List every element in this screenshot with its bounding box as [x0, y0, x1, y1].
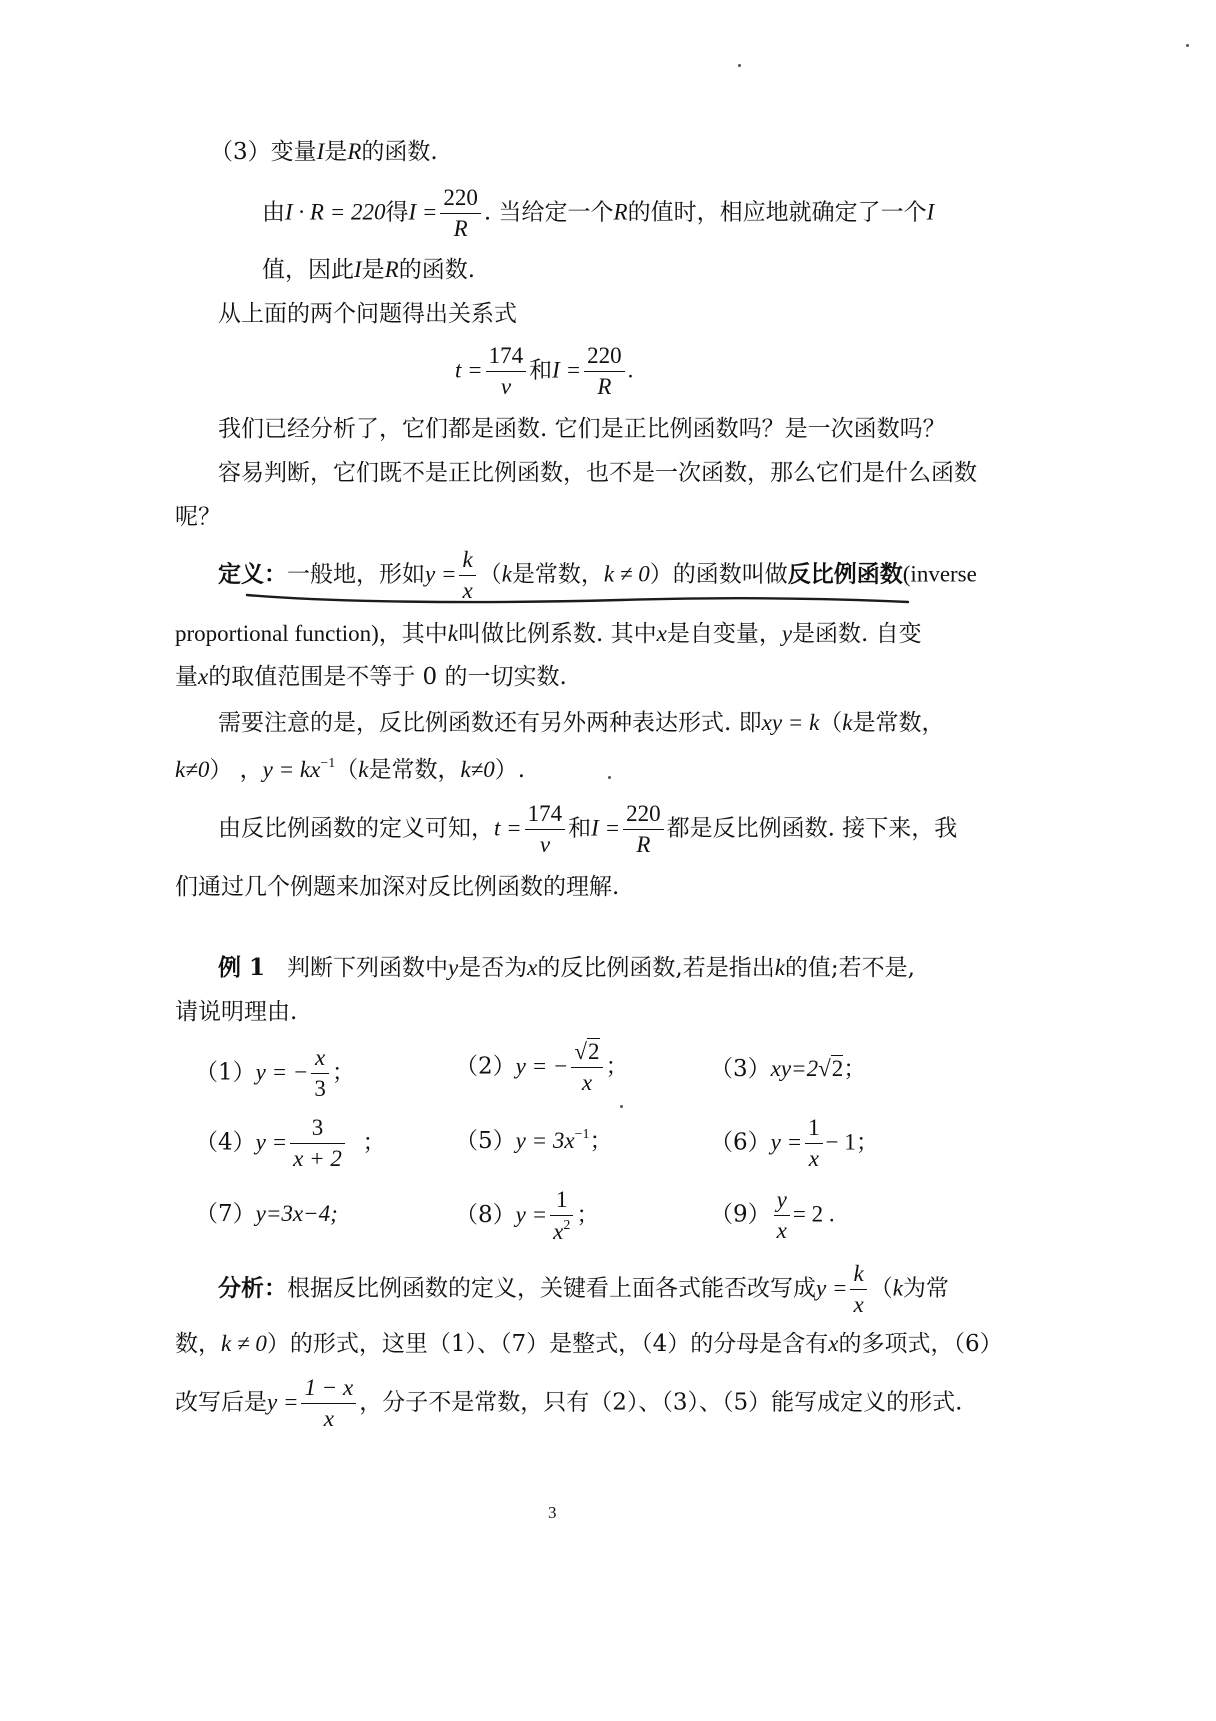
fraction	[623, 802, 664, 857]
var: R	[613, 199, 628, 225]
denominator: R	[597, 374, 612, 400]
sqrt: √2	[818, 1056, 844, 1081]
formula: y = −	[515, 1053, 569, 1079]
fraction	[525, 802, 566, 857]
scan-speck	[738, 64, 741, 67]
formula: y = 3x	[515, 1128, 575, 1153]
formula: y =	[515, 1202, 548, 1228]
numerator	[571, 1040, 602, 1068]
item-8	[455, 1188, 599, 1244]
text: 叫做比例系数. 其中	[457, 621, 657, 647]
formula: xy = k	[761, 710, 820, 735]
text: 量	[175, 664, 198, 690]
formula: y =	[267, 1389, 299, 1415]
text: 都是反比例函数. 接下来，我	[666, 815, 958, 842]
text: 是	[324, 139, 348, 165]
item-7	[195, 1202, 338, 1226]
formula: I =	[552, 357, 582, 383]
denominator	[550, 1216, 573, 1244]
text: 数，	[175, 1331, 221, 1357]
exponent: −1	[574, 1127, 590, 1142]
text: 的多项式，（6）	[838, 1331, 1003, 1357]
var: k	[842, 710, 853, 735]
analysis-label: 分析：	[218, 1274, 287, 1302]
text: 根据反比例函数的定义，关键看上面各式能否改写成	[287, 1275, 816, 1302]
text: (inverse	[902, 561, 977, 587]
denominator: x	[853, 1292, 864, 1318]
text: 由反比例函数的定义可知，	[218, 815, 494, 842]
text: 和	[529, 357, 553, 384]
text: （	[819, 710, 843, 736]
formula: k≠0	[460, 757, 495, 782]
text: 改写后是	[175, 1389, 267, 1416]
exponent: 2	[563, 1218, 571, 1234]
base: x	[553, 1219, 564, 1245]
formula: y =	[816, 1275, 848, 1301]
formula: k≠0	[175, 757, 210, 782]
text: 容易判断，它们既不是正比例函数，也不是一次函数，那么它们是什么函数	[218, 460, 977, 486]
example-label: 例 1	[218, 954, 266, 981]
example-1-line-2	[175, 1001, 297, 1024]
denominator: x	[323, 1406, 334, 1432]
formula: − 1	[825, 1129, 856, 1155]
fraction	[805, 1116, 823, 1171]
text: 的取值范围是不等于 0 的一切实数.	[208, 664, 567, 690]
numerator: 1	[805, 1116, 823, 1144]
analysis-line-2	[175, 1332, 1003, 1356]
fraction	[550, 1188, 573, 1244]
text: 得	[385, 199, 409, 226]
formula: t =	[455, 357, 483, 383]
text: 判断下列函数中	[286, 955, 448, 981]
semicolon: ；	[589, 1128, 613, 1154]
denominator: x + 2	[293, 1146, 342, 1172]
line-11	[175, 665, 567, 689]
var: k	[774, 955, 785, 980]
text: 们通过几个例题来加深对反比例函数的理解.	[175, 874, 620, 900]
item-5	[455, 1128, 612, 1153]
fraction	[850, 1262, 866, 1317]
text: . 当给定一个	[483, 199, 614, 226]
text: 从上面的两个问题得出关系式	[218, 301, 517, 327]
formula: I =	[591, 815, 621, 841]
denominator: v	[539, 832, 551, 858]
text: 是自变量，	[666, 621, 782, 647]
formula: y = kx	[262, 757, 321, 782]
line-15	[175, 876, 619, 899]
formula: y =	[255, 1129, 288, 1155]
formula: k ≠ 0	[603, 561, 650, 587]
text: （3）变量	[210, 139, 317, 165]
text: 的反比例函数,若是指出	[537, 955, 775, 981]
item-number: （6）	[710, 1129, 771, 1156]
line-13	[175, 757, 525, 782]
radicand: 2	[588, 1039, 600, 1064]
semicolon: ；	[362, 1129, 386, 1156]
text: （	[335, 757, 359, 783]
denominator: x	[808, 1146, 819, 1172]
var: y	[781, 621, 793, 646]
exponent: −1	[320, 756, 336, 771]
numerator: 220	[584, 344, 625, 372]
sqrt: √2	[574, 1039, 600, 1064]
var: I	[354, 257, 362, 282]
var: R	[347, 139, 362, 164]
text: ） ，	[209, 757, 263, 783]
formula: I · R = 220	[285, 199, 386, 225]
formula: t =	[494, 815, 522, 841]
var: x	[527, 955, 538, 980]
item-2	[455, 1040, 629, 1095]
denominator: 3	[314, 1076, 326, 1102]
item-number: （1）	[195, 1059, 256, 1086]
item-4	[195, 1116, 385, 1171]
var: x	[656, 621, 667, 646]
numerator: 1 − x	[301, 1376, 356, 1404]
denominator: x	[462, 578, 473, 604]
item-1	[195, 1046, 355, 1101]
var: k	[447, 621, 458, 646]
text: 请说明理由.	[175, 999, 298, 1025]
scan-speck	[620, 1105, 623, 1108]
text: ）的形式，这里（1）、（7）是整式，（4）的分母是含有	[266, 1331, 829, 1357]
item-number: （5）	[455, 1128, 516, 1154]
denominator: x	[581, 1070, 593, 1096]
text: 是常数，	[511, 561, 604, 588]
denominator: x	[776, 1218, 787, 1244]
semicolon: ；	[331, 1059, 355, 1086]
var: I	[926, 199, 935, 225]
item-6	[710, 1116, 879, 1171]
fraction	[311, 1046, 329, 1101]
formula: I =	[408, 199, 438, 225]
numerator: k	[459, 548, 475, 576]
text: 的函数.	[398, 257, 476, 283]
scan-speck	[608, 776, 611, 779]
text: 的函数.	[361, 139, 438, 165]
numerator: k	[850, 1262, 866, 1290]
var: k	[358, 757, 369, 782]
formula: xy=2	[770, 1056, 819, 1081]
text: 和	[568, 815, 592, 842]
numerator: 1	[550, 1188, 573, 1216]
line-14	[218, 802, 957, 857]
text: 是常数，	[368, 757, 461, 783]
formula: = 2 .	[792, 1201, 835, 1227]
item-number: （7）	[195, 1201, 256, 1227]
numerator: 220	[440, 186, 481, 214]
text: 的值时，相应地就确定了一个	[627, 199, 927, 226]
var: x	[198, 664, 209, 689]
analysis-line-3	[175, 1376, 962, 1431]
text: 是常数，	[852, 710, 945, 736]
fraction	[571, 1040, 602, 1095]
semicolon: ；	[855, 1129, 879, 1156]
text: ，分子不是常数，只有（2）、（3）、（5）能写成定义的形式.	[359, 1389, 963, 1416]
text: 值，因此	[262, 257, 354, 283]
denominator: R	[636, 832, 651, 858]
semicolon: ；	[576, 1202, 600, 1229]
item-number: （2）	[455, 1053, 516, 1080]
text: 是否为	[458, 955, 528, 981]
fraction	[290, 1116, 345, 1171]
line-12	[218, 711, 945, 735]
text: 是	[361, 257, 385, 283]
item-number: （8）	[455, 1202, 516, 1229]
text: 是函数. 自变	[792, 621, 922, 647]
text: （	[478, 561, 502, 588]
var: I	[316, 139, 325, 164]
var: x	[828, 1331, 839, 1356]
semicolon: ；	[605, 1053, 629, 1080]
analysis-line-1	[218, 1262, 949, 1317]
item-number: （4）	[195, 1129, 256, 1156]
numerator: 174	[486, 344, 527, 372]
text: 为常	[902, 1275, 949, 1302]
line-10	[175, 622, 922, 646]
example-1-line	[218, 956, 915, 980]
numerator: y	[774, 1188, 790, 1216]
text: （	[869, 1275, 893, 1302]
text: 一般地，形如	[287, 561, 425, 588]
fraction	[774, 1188, 790, 1243]
item-9	[710, 1188, 835, 1243]
text: 由	[262, 199, 285, 226]
formula: k ≠ 0	[221, 1331, 267, 1356]
text: 的值;若不是,	[784, 955, 915, 981]
denominator: v	[500, 374, 512, 400]
text: proportional function)，其中	[175, 621, 448, 646]
numerator: 174	[525, 802, 566, 830]
numerator: 3	[290, 1116, 345, 1144]
text: 呢？	[175, 504, 221, 530]
radicand: 2	[831, 1056, 844, 1081]
formula: y =	[425, 561, 457, 587]
fraction	[301, 1376, 356, 1431]
text: ）.	[494, 757, 526, 783]
item-number: （9）	[710, 1201, 771, 1228]
scan-speck	[1186, 44, 1189, 47]
page-number: 3	[548, 1503, 557, 1522]
text: 我们已经分析了，它们都是函数. 它们是正比例函数吗？是一次函数吗？	[218, 416, 946, 442]
text: ）的函数叫做	[649, 561, 788, 588]
denominator: R	[453, 216, 468, 242]
var: y	[447, 955, 459, 980]
numerator: x	[311, 1046, 329, 1074]
formula: y=3x−4;	[255, 1201, 338, 1226]
definition-label: 定义：	[218, 560, 287, 588]
text: 需要注意的是，反比例函数还有另外两种表达形式. 即	[218, 710, 762, 736]
formula: y = −	[255, 1059, 309, 1085]
period: .	[627, 357, 634, 383]
var: k	[501, 561, 512, 587]
definition-term: 反比例函数	[787, 560, 903, 588]
semicolon: ；	[843, 1056, 867, 1082]
item-3	[710, 1057, 866, 1081]
var: k	[892, 1275, 903, 1301]
formula: y =	[770, 1129, 803, 1155]
numerator: 220	[623, 802, 664, 830]
item-number: （3）	[710, 1056, 771, 1082]
var: R	[384, 257, 399, 282]
